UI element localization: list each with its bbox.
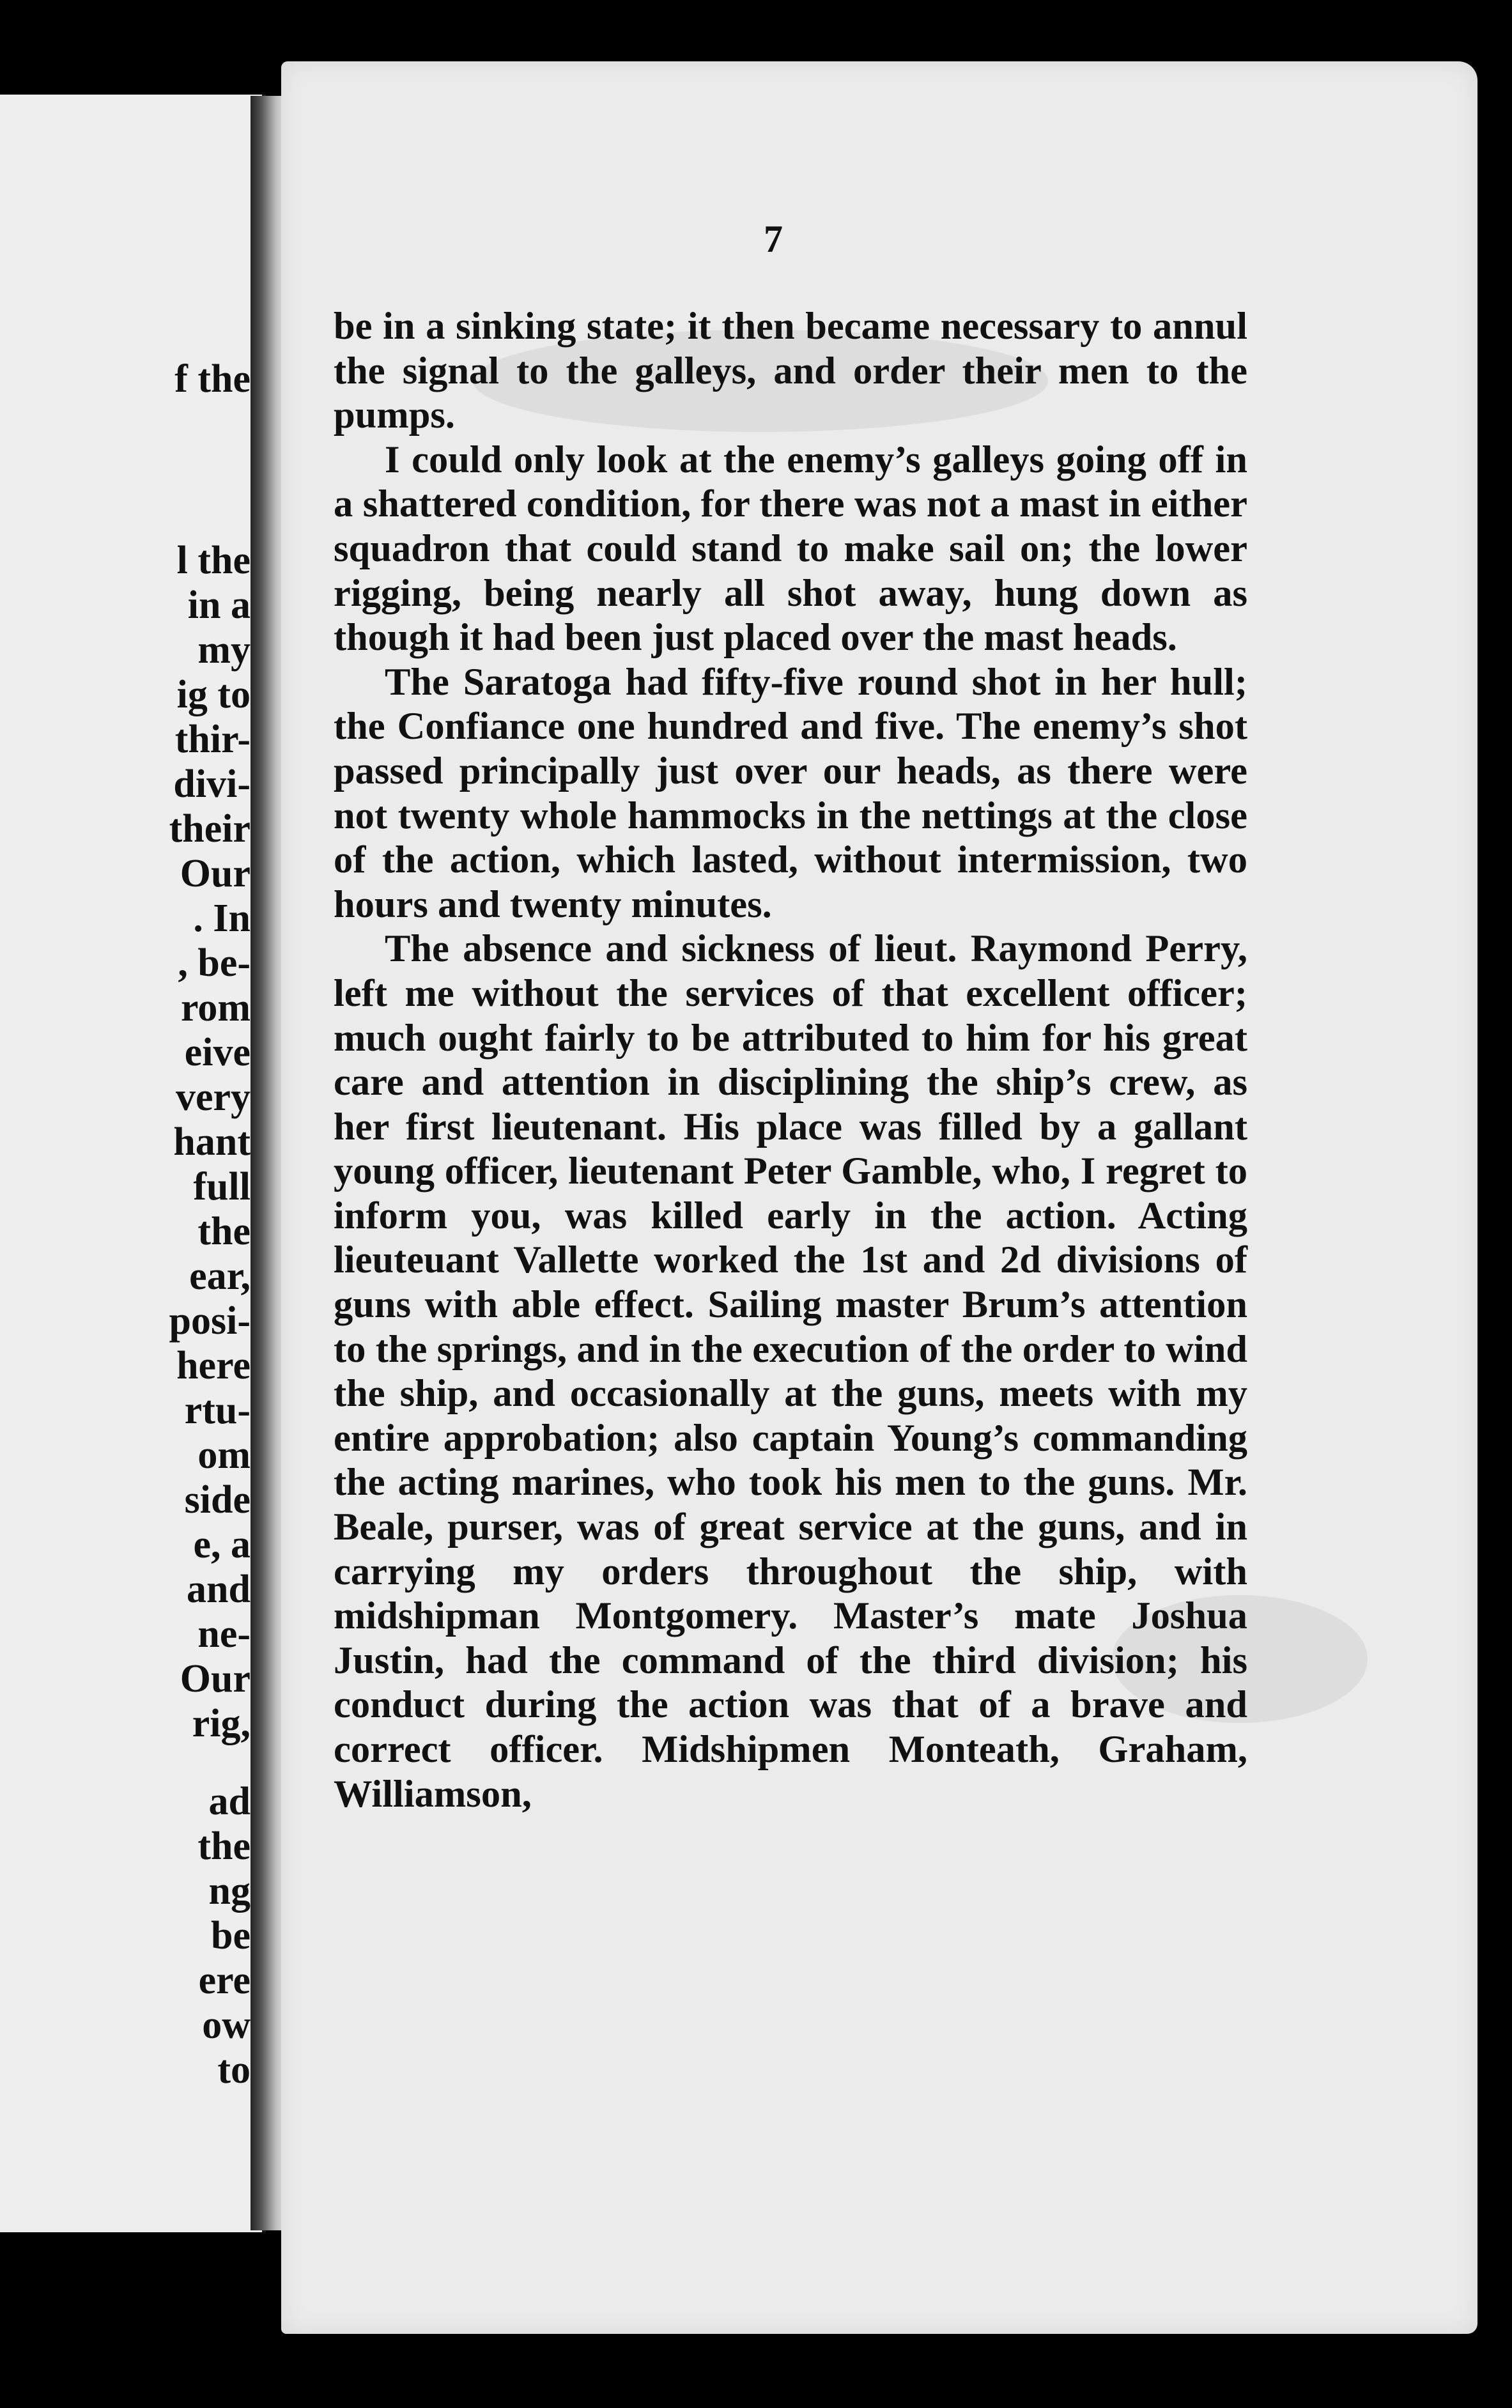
left-page-fragment: ne- — [197, 1612, 251, 1656]
left-page-fragment: ig to — [176, 673, 251, 716]
left-page-fragment: , be- — [178, 941, 251, 985]
paragraph: be in a sinking state; it then became necessary to annul the signal to the galleys, and order their men to the pumps. — [334, 305, 1247, 437]
left-page-fragment: divi- — [173, 762, 251, 806]
left-page-fragment: . In — [193, 897, 251, 940]
left-page-fragment: be — [211, 1914, 251, 1957]
left-page-fragment: e, a — [193, 1523, 251, 1566]
left-page-fragment: to — [217, 2048, 251, 2092]
left-page-fragment: their — [169, 807, 251, 851]
left-page-fragment: ng — [208, 1869, 251, 1913]
left-page-fragment: here — [176, 1344, 251, 1387]
left-page-fragment: om — [197, 1433, 251, 1477]
left-page-fragment: l the — [176, 539, 251, 582]
left-page-fragment: Our — [180, 1657, 251, 1701]
left-page-fragment: Our — [180, 852, 251, 895]
left-page-fragment: ow — [202, 2003, 251, 2047]
page-number: 7 — [764, 218, 783, 260]
left-page-fragment: very — [175, 1076, 251, 1119]
left-page-fragment: thir- — [174, 718, 251, 761]
left-page-fragment: the — [197, 1825, 251, 1868]
left-page-fragment: rtu- — [184, 1389, 251, 1432]
left-page-fragment: rom — [180, 986, 251, 1030]
left-page-fragment: f the — [174, 357, 251, 401]
left-page-edge — [0, 95, 266, 2232]
left-page-fragment: and — [187, 1568, 251, 1611]
left-page-fragment: ere — [198, 1959, 251, 2002]
left-page-fragment: the — [197, 1210, 251, 1253]
left-page-fragment: my — [197, 628, 251, 672]
left-page-fragment: in a — [187, 583, 251, 627]
left-page-fragment: hant — [173, 1120, 251, 1164]
left-page-fragment: side — [184, 1478, 251, 1522]
paragraph: The absence and sickness of lieut. Raymond Perry, left me without the services of that excellent officer; much ought fairly to be attributed to him for his great care and attention in disciplining the ship’s crew, as her first lieutenant. His place was filled by a gallant young officer, lieutenant Peter Gamble, who, I regret to inform you, was killed early in the action. Acting lieuteuant Vallette worked the 1st and 2d divisions of guns with able effect. Sailing master Brum’s attention to the springs, and in the execution of the order to wind the ship, and occasionally at the guns, meets with my entire approbation; also captain Young’s commanding the acting marines, who took his men to the guns. Mr. Beale, purser, was of great service at the guns, and in carrying my orders throughout the ship, with midshipman Montgomery. Master’s mate Joshua Justin, had the command of the third division; his conduct during the action was that of a brave and correct officer. Midshipmen Monteath, Graham, Williamson, — [334, 927, 1247, 1816]
body-text — [334, 304, 1247, 1816]
paragraph: The Saratoga had fifty-five round shot in her hull; the Confiance one hundred and five. The enemy’s shot passed principally just over our heads, as there were not twenty whole hammocks in the nettings at the close of the action, which lasted, without intermission, two hours and twenty minutes. — [334, 660, 1247, 926]
left-page-fragment: ad — [208, 1780, 251, 1823]
paragraph: I could only look at the enemy’s galleys going off in a shattered condition, for there was not a mast in either squadron that could stand to make sail on; the lower rigging, being nearly all shot away, hung down as though it had been just placed over the mast heads. — [334, 438, 1247, 660]
left-page-fragment: rig, — [192, 1702, 251, 1745]
left-page-fragment: ear, — [189, 1254, 251, 1298]
left-page-fragment: posi- — [169, 1299, 251, 1343]
left-page-fragment: full — [193, 1165, 251, 1208]
left-page-fragment: eive — [184, 1031, 251, 1074]
